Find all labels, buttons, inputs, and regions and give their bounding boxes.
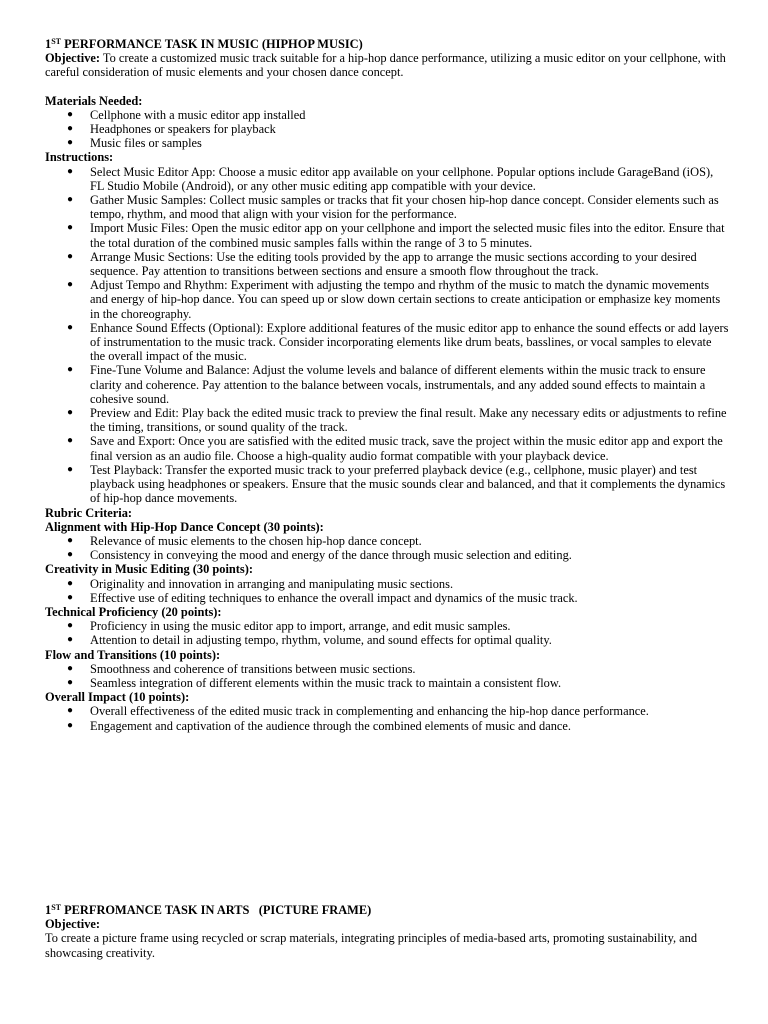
bullet-icon: ● (67, 165, 74, 177)
bullet-icon: ● (67, 719, 74, 731)
task2-title: 1ST PERFROMANCE TASK IN ARTS (PICTURE FRAME) (45, 903, 372, 917)
bullet-icon: ● (67, 194, 74, 206)
rubric-criterion-list (45, 662, 729, 690)
list-item (45, 577, 729, 591)
list-item-text: Cellphone with a music editor app installed (90, 107, 306, 122)
list-item (45, 136, 729, 150)
bullet-icon: ● (67, 620, 74, 632)
list-item (45, 165, 729, 193)
spacer (45, 80, 729, 94)
list-item (45, 719, 729, 733)
rubric-heading: Rubric Criteria: (45, 505, 133, 520)
list-item-text: Relevance of music elements to the chosen hip-hop dance concept. (90, 533, 422, 548)
list-item-text: Import Music Files: Open the music editor app on your cellphone and import the selected music files into the editor. Ensure that the total duration of the combined music samples falls within the range of 3 to 5 minutes. (90, 221, 725, 250)
task2-section (45, 903, 729, 960)
list-item-text: Effective use of editing techniques to enhance the overall impact and dynamics of the music track. (90, 590, 578, 605)
list-item (45, 591, 729, 605)
task2-objective-label: Objective: (45, 917, 101, 932)
bullet-icon: ● (67, 364, 74, 376)
list-item-text: Smoothness and coherence of transitions between music sections. (90, 661, 416, 676)
list-item (45, 363, 729, 406)
bullet-icon: ● (67, 137, 74, 149)
rubric-criterion-heading: Technical Proficiency (20 points): (45, 604, 222, 619)
list-item (45, 619, 729, 633)
rubric-criterion-heading: Flow and Transitions (10 points): (45, 647, 221, 662)
list-item-text: Fine-Tune Volume and Balance: Adjust the volume levels and balance of different elements within the music track to ensure clarity and coherence. Pay attention to the balance between vocals, instrumentals, and any added sound effects to maintain a cohesive sound. (90, 363, 706, 406)
list-item (45, 463, 729, 506)
bullet-icon: ● (67, 662, 74, 674)
objective-text: To create a customized music track suitable for a hip-hop dance performance, utilizing a music editor on your cellphone, with careful consideration of music elements and your chosen dance concept. (45, 51, 726, 80)
bullet-icon: ● (67, 321, 74, 333)
list-item-text: Test Playback: Transfer the exported music track to your preferred playback device (e.g., cellphone, music player) and test playback using headphones or speakers. Ensure that the music sounds clear and balanced, and that it complements the dynamics of hip-hop dance movements. (90, 462, 726, 506)
bullet-icon: ● (67, 591, 74, 603)
list-item-text: Enhance Sound Effects (Optional): Explore additional features of the music editor app to enhance the sound effects or add layers of instrumentation to the music track. Consider incorporating elements like drum beats, basslines, or vocal samples to elevate the overall impact of the music. (90, 320, 729, 364)
list-item (45, 250, 729, 278)
list-item-text: Music files or samples (90, 136, 202, 151)
rubric-criteria (45, 520, 729, 733)
list-item (45, 321, 729, 364)
rubric-criterion-list (45, 577, 729, 605)
list-item-text: Preview and Edit: Play back the edited music track to preview the final result. Make any necessary edits or adjustments to refine the timing, transitions, or sound quality of the track. (90, 406, 727, 435)
bullet-icon: ● (67, 549, 74, 561)
bullet-icon: ● (67, 407, 74, 419)
list-item (45, 633, 729, 647)
list-item (45, 704, 729, 718)
list-item-text: Consistency in conveying the mood and energy of the dance through music selection and editing. (90, 548, 572, 563)
list-item-text: Select Music Editor App: Choose a music editor app available on your cellphone. Popular options include GarageBand (iOS), FL Studio Mobile (Android), or any other music editing app compatible with your device. (90, 164, 714, 193)
list-item-text: Headphones or speakers for playback (90, 122, 276, 137)
bullet-icon: ● (67, 108, 74, 120)
task2-objective-text: To create a picture frame using recycled or scrap materials, integrating principles of media-based arts, promoting sustainability, and showcasing creativity. (45, 931, 698, 960)
list-item-text: Originality and innovation in arranging and manipulating music sections. (90, 576, 454, 591)
list-item (45, 221, 729, 249)
rubric-criterion-heading: Overall Impact (10 points): (45, 690, 190, 705)
bullet-icon: ● (67, 250, 74, 262)
bullet-icon: ● (67, 435, 74, 447)
rubric-criterion-list (45, 534, 729, 562)
list-item (45, 676, 729, 690)
list-item-text: Gather Music Samples: Collect music samples or tracks that fit your chosen hip-hop dance concept. Consider elements such as tempo, rhythm, and mood that align with your vision for the performance. (90, 193, 719, 222)
bullet-icon: ● (67, 123, 74, 135)
list-item-text: Proficiency in using the music editor app to import, arrange, and edit music samples. (90, 619, 511, 634)
task1-title: 1ST PERFORMANCE TASK IN MUSIC (HIPHOP MUSIC) (45, 37, 363, 51)
bullet-icon: ● (67, 279, 74, 291)
list-item-text: Adjust Tempo and Rhythm: Experiment with adjusting the tempo and rhythm of the music to match the dynamic movements and energy of hip-hop dance. You can speed up or slow down certain sections to create anticipation or emphasize key moments in the choreography. (90, 278, 721, 321)
list-item (45, 662, 729, 676)
list-item-text: Attention to detail in adjusting tempo, rhythm, volume, and sound effects for optimal quality. (90, 633, 552, 648)
list-item-text: Seamless integration of different elements within the music track to maintain a consistent flow. (90, 675, 562, 690)
list-item (45, 534, 729, 548)
rubric-criterion-list (45, 619, 729, 647)
bullet-icon: ● (67, 634, 74, 646)
list-item-text: Arrange Music Sections: Use the editing tools provided by the app to arrange the music sections according to your desired sequence. Pay attention to transitions between sections and ensure a smooth flow throughout the track. (90, 249, 697, 279)
materials-list (45, 108, 729, 151)
task1-section (45, 37, 729, 733)
list-item (45, 122, 729, 136)
instructions-heading: Instructions: (45, 150, 114, 165)
instructions-list (45, 165, 729, 506)
list-item-text: Save and Export: Once you are satisfied with the edited music track, save the project within the music editor app and export the final version as an audio file. Choose a high-quality audio format compatible with your playback device. (90, 434, 723, 463)
bullet-icon: ● (67, 222, 74, 234)
bullet-icon: ● (67, 705, 74, 717)
materials-heading: Materials Needed: (45, 93, 143, 108)
list-item-text: Engagement and captivation of the audience through the combined elements of music and dance. (90, 718, 572, 733)
task1-objective (45, 51, 729, 79)
list-item (45, 548, 729, 562)
rubric-criterion-heading: Alignment with Hip-Hop Dance Concept (30 points): (45, 519, 324, 534)
list-item (45, 434, 729, 462)
bullet-icon: ● (67, 463, 74, 475)
list-item (45, 278, 729, 321)
bullet-icon: ● (67, 676, 74, 688)
rubric-criterion-list (45, 704, 729, 732)
bullet-icon: ● (67, 534, 74, 546)
list-item (45, 193, 729, 221)
list-item (45, 108, 729, 122)
rubric-criterion-heading: Creativity in Music Editing (30 points): (45, 562, 254, 577)
objective-label: Objective: (45, 51, 101, 66)
list-item-text: Overall effectiveness of the edited music track in complementing and enhancing the hip-hop dance performance. (90, 704, 649, 719)
list-item (45, 406, 729, 434)
bullet-icon: ● (67, 577, 74, 589)
